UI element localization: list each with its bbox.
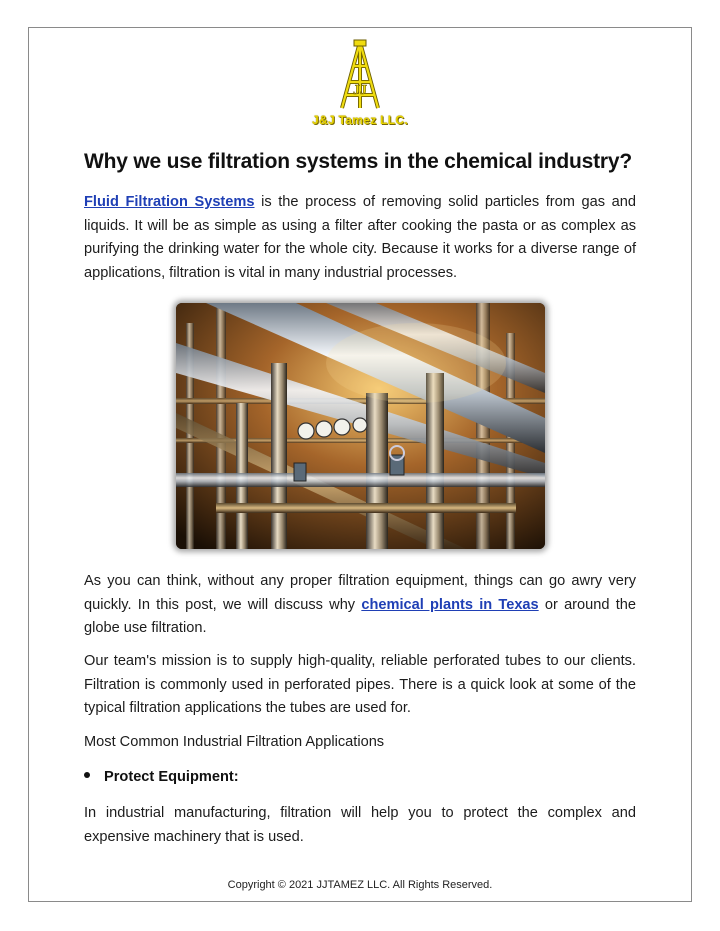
company-logo [300,38,420,130]
paragraph-applications-heading: Most Common Industrial Filtration Applications [84,734,385,750]
fluid-filtration-link[interactable]: Fluid Filtration Systems [84,194,255,210]
paragraph2-text-after: or around the globe use filtration. [84,596,637,636]
logo-text: J&J Tamez LLC. [312,113,408,127]
intro-text: is the process of removing solid particles from gas and liquids. It will be as simple as using a filter after cooking the pasta or as complex as purifying the drinking water for the whole city. Because it works for a diverse range of applications, filtration is vital in many industrial processes. [84,194,637,281]
page-title: Why we use filtration systems in the chemical industry? [84,150,632,173]
oil-derrick-icon [330,38,390,112]
bullet-protect-equipment [84,769,239,785]
intro-paragraph [84,191,636,285]
bullet-label: Protect Equipment: [104,769,239,785]
bullet-dot-icon [84,772,90,778]
industrial-pipes-photo [176,303,545,549]
paragraph-chemical-plants [84,570,636,641]
footer-copyright: Copyright © 2021 JJTAMEZ LLC. All Rights Reserved. [227,879,493,891]
paragraph2-text-before: As you can think, without any proper filtration equipment, things can go awry very quickly. In this post, we will discuss why [84,573,636,613]
chemical-plants-link[interactable]: chemical plants in Texas [361,596,539,613]
paragraph-protect-equipment: In industrial manufacturing, filtration will help you to protect the complex and expensive machinery that is used. [84,805,636,845]
paragraph-team-mission: Our team's mission is to supply high-quality, reliable perforated tubes to our clients. Filtration is commonly used in perforated pipes. There is a quick look at some of the typical filtration applications the tubes are used for. [84,653,636,716]
svg-text:JJ: JJ [353,83,367,98]
